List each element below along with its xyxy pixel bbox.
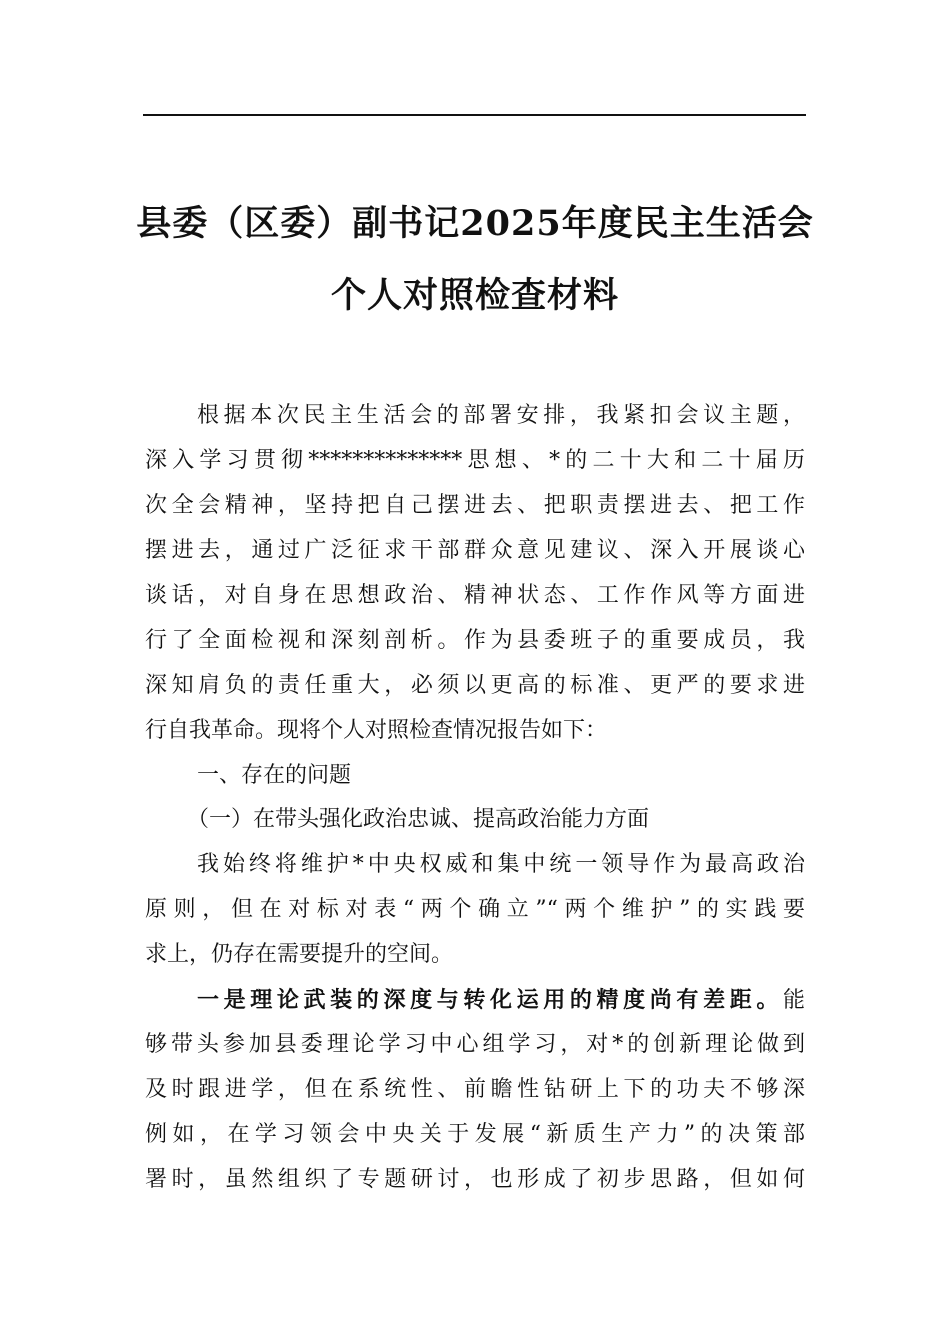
intro-line: 深入学习贯彻**************思想、*的二十大和二十届历 (145, 448, 805, 473)
paragraph-line: 够带头参加县委理论学习中心组学习，对*的创新理论做到 (145, 1032, 805, 1057)
paragraph-line: 我始终将维护*中央权威和集中统一领导作为最高政治 (197, 852, 805, 877)
document-title-line-1: 县委（区委）副书记2025年度民主生活会 (136, 203, 814, 244)
subsection-heading: （一）在带头强化政治忠诚、提高政治能力方面 (187, 807, 650, 832)
point-heading-bold: 一是理论武装的深度与转化运用的精度尚有差距。 (197, 987, 783, 1013)
header-rule (143, 114, 806, 116)
intro-line: 行了全面检视和深刻剖析。作为县委班子的重要成员，我 (145, 628, 805, 653)
paragraph-line: 例如，在学习领会中央关于发展“新质生产力”的决策部 (145, 1122, 805, 1147)
point-text: 能 (782, 988, 805, 1013)
paragraph-line: 求上，仍存在需要提升的空间。 (145, 942, 454, 967)
section-heading: 一、存在的问题 (197, 763, 352, 788)
intro-line: 根据本次民主生活会的部署安排，我紧扣会议主题， (197, 403, 805, 428)
paragraph-line: 署时，虽然组织了专题研讨，也形成了初步思路，但如何 (145, 1167, 805, 1192)
document-title-line-2: 个人对照检查材料 (330, 275, 619, 316)
point-line (145, 985, 805, 1015)
paragraph-line: 及时跟进学，但在系统性、前瞻性钻研上下的功夫不够深 (145, 1077, 805, 1102)
intro-line: 次全会精神，坚持把自己摆进去、把职责摆进去、把工作 (145, 493, 805, 518)
intro-line: 谈话，对自身在思想政治、精神状态、工作作风等方面进 (145, 583, 805, 608)
intro-line: 摆进去，通过广泛征求干部群众意见建议、深入开展谈心 (145, 538, 805, 563)
intro-line: 行自我革命。现将个人对照检查情况报告如下： (145, 718, 608, 743)
paragraph-line: 原则，但在对标对表“两个确立”“两个维护”的实践要 (145, 897, 805, 922)
intro-line: 深知肩负的责任重大，必须以更高的标准、更严的要求进 (145, 673, 805, 698)
